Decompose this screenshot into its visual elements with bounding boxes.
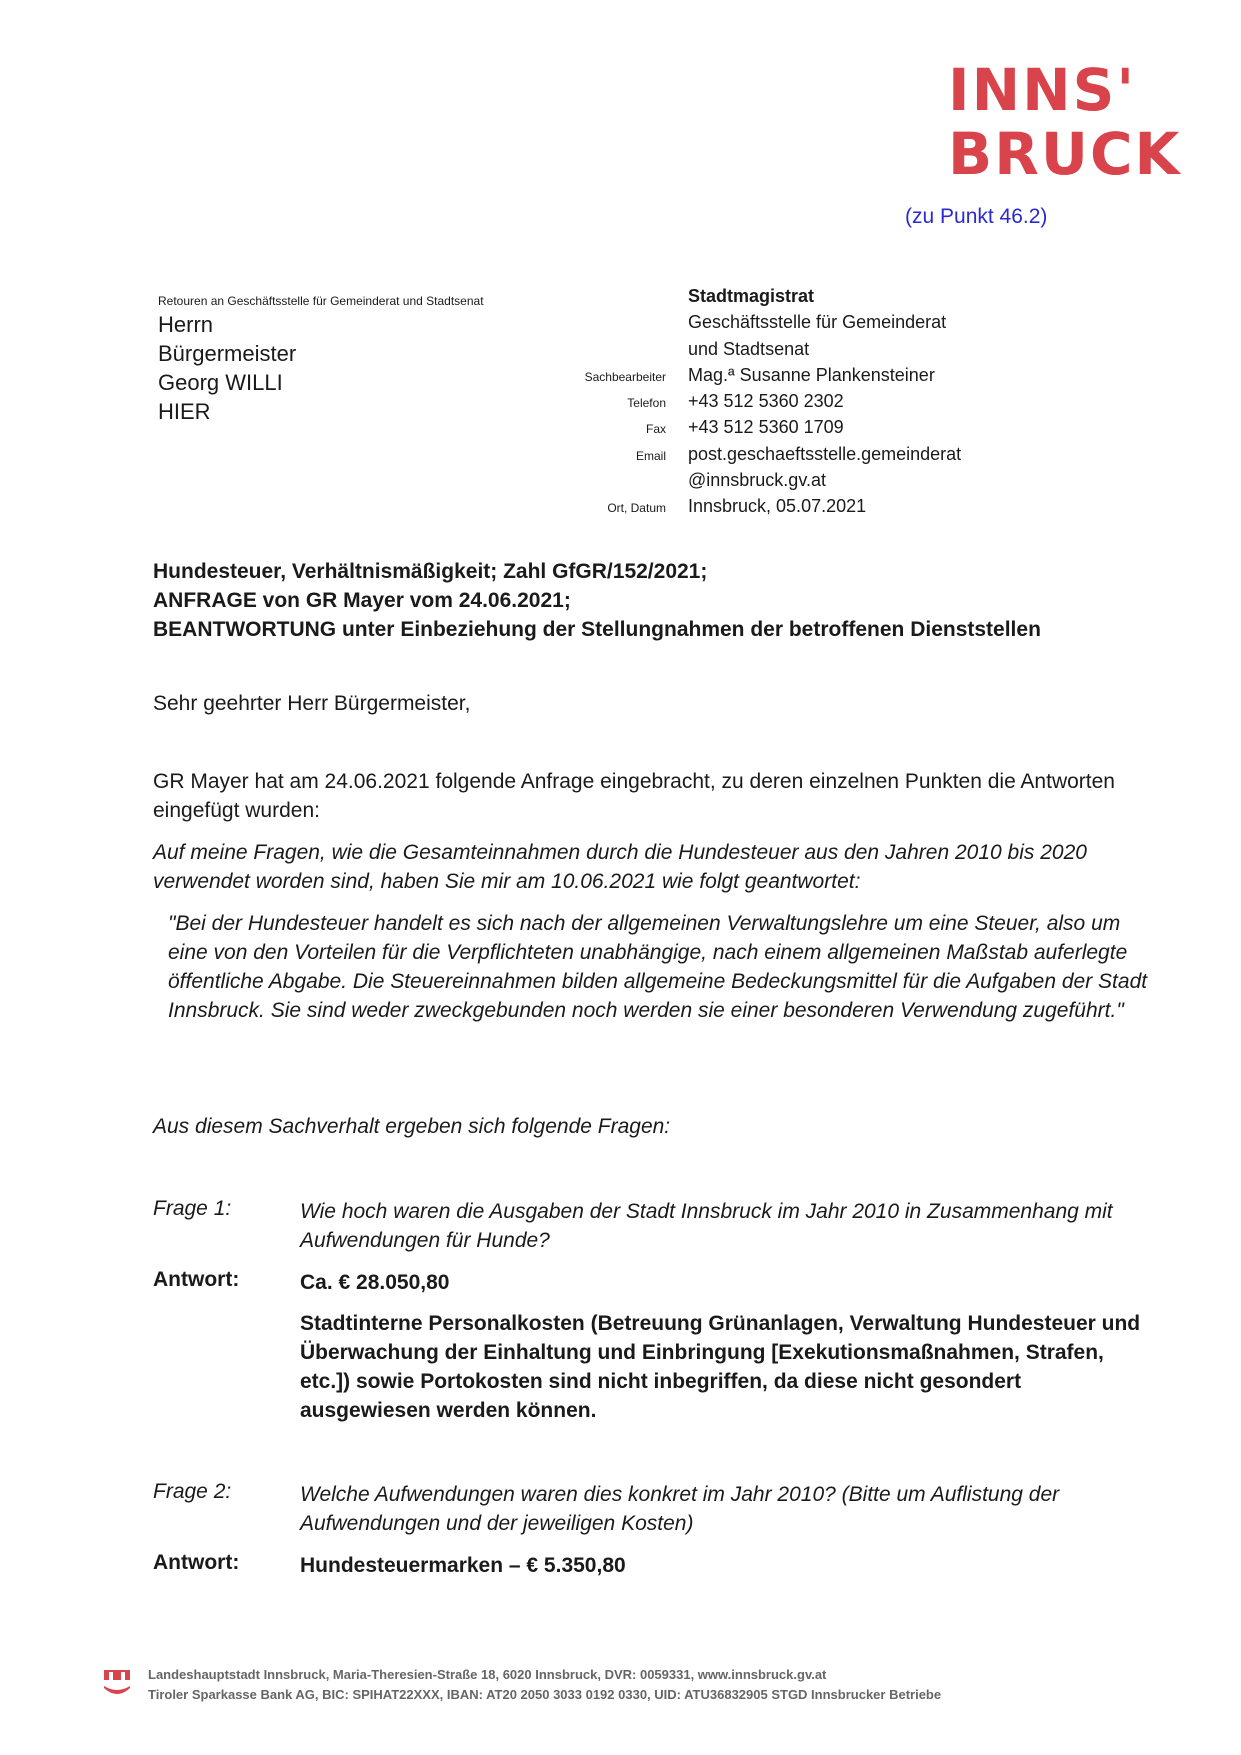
email-address: post.geschaeftsstelle.gemeinderat: [688, 443, 962, 464]
footer-line: Landeshauptstadt Innsbruck, Maria-Theresien-Straße 18, 6020 Innsbruck, DVR: 0059331, www.innsbruck.gv.at: [148, 1667, 827, 1682]
return-address: Retouren an Geschäftsstelle für Gemeinderat und Stadtsenat: [158, 294, 484, 308]
question-context: Auf meine Fragen, wie die Gesamteinnahmen durch die Hundesteuer aus den Jahren 2010 bis 2020 verwendet worden sind, haben Sie mir am 10.06.2021 wie folgt geantwortet:: [153, 841, 1087, 893]
clerk-name: Mag.ª Susanne Plankensteiner: [688, 364, 935, 385]
answer-1-value: Ca. € 28.050,80: [300, 1271, 450, 1294]
fax-number: +43 512 5360 1709: [688, 417, 844, 438]
question-2-label: Frage 2:: [153, 1480, 232, 1503]
subject-block: [153, 557, 1041, 644]
questions-intro: Aus diesem Sachverhalt ergeben sich folgende Fragen:: [153, 1115, 671, 1138]
addressee-line: Herrn: [158, 312, 214, 337]
city-emblem-icon: [102, 1668, 132, 1707]
answer-2-value: Hundesteuermarken – € 5.350,80: [300, 1554, 626, 1577]
addressee-line: Georg WILLI: [158, 370, 283, 395]
logo-line-2: BRUCK: [948, 120, 1182, 188]
sender-block: [540, 286, 1100, 523]
phone-number: +43 512 5360 2302: [688, 391, 844, 412]
subject-line: BEANTWORTUNG unter Einbeziehung der Stellungnahmen der betroffenen Dienststellen: [153, 618, 1041, 641]
addressee-block: [158, 310, 296, 426]
sender-dept: und Stadtsenat: [688, 338, 810, 359]
answer-1-label: Antwort:: [153, 1268, 240, 1291]
subject-line: Hundesteuer, Verhältnismäßigkeit; Zahl GfGR/152/2021;: [153, 560, 708, 583]
answer-1-note: Stadtinterne Personalkosten (Betreuung Grünanlagen, Verwaltung Hundesteuer und Überwachung der Einhaltung und Einbringung [Exekutionsmaßnahmen, Strafen, etc.]) sowie Portokosten sind nicht inbegriffen, da diese nicht gesondert ausgewiesen werden können.: [300, 1312, 1141, 1422]
quoted-answer: "Bei der Hundesteuer handelt es sich nach der allgemeinen Verwaltungslehre um eine Steuer, also um eine von den Vorteilen für die Verpflichteten unabhängige, nach einem allgemeinen Maßstab auferlegte öffentliche Abgabe. Die Steuereinnahmen bilden allgemeine Bedeckungsmittel für die Aufgaben der Stadt Innsbruck. Sie sind weder zweckgebunden noch werden sie einer besonderen Verwendung zugeführt.": [168, 912, 1148, 1022]
agenda-reference: (zu Punkt 46.2): [905, 205, 1048, 228]
innsbruck-logo: [948, 58, 1188, 186]
email-address: @innsbruck.gv.at: [688, 470, 826, 491]
addressee-line: Bürgermeister: [158, 341, 297, 366]
sender-org: Stadtmagistrat: [688, 286, 815, 306]
date-label: Ort, Datum: [607, 501, 666, 516]
clerk-label: Sachbearbeiter: [584, 369, 666, 384]
addressee-line: HIER: [158, 399, 211, 424]
footer-line: Tiroler Sparkasse Bank AG, BIC: SPIHAT22XXX, IBAN: AT20 2050 3033 0192 0330, UID: ATU36832905 STGD Innsbrucker Betriebe: [148, 1687, 942, 1702]
sender-dept: Geschäftsstelle für Gemeinderat: [688, 312, 947, 333]
logo-line-1: INNS': [948, 56, 1137, 124]
phone-label: Telefon: [627, 396, 666, 411]
fax-label: Fax: [645, 422, 666, 437]
footer: [148, 1665, 941, 1705]
salutation: Sehr geehrter Herr Bürgermeister,: [153, 692, 471, 715]
answer-2-label: Antwort:: [153, 1551, 240, 1574]
question-1-label: Frage 1:: [153, 1197, 232, 1220]
question-2-text: Welche Aufwendungen waren dies konkret im Jahr 2010? (Bitte um Auflistung der Aufwendungen und der jeweiligen Kosten): [300, 1483, 1060, 1535]
place-date: Innsbruck, 05.07.2021: [688, 496, 867, 517]
question-1-text: Wie hoch waren die Ausgaben der Stadt Innsbruck im Jahr 2010 in Zusammenhang mit Aufwendungen für Hunde?: [300, 1200, 1113, 1252]
email-label: Email: [635, 448, 666, 463]
intro-paragraph: GR Mayer hat am 24.06.2021 folgende Anfrage eingebracht, zu deren einzelnen Punkten die Antworten eingefügt wurden:: [153, 770, 1115, 822]
subject-line: ANFRAGE von GR Mayer vom 24.06.2021;: [153, 589, 571, 612]
